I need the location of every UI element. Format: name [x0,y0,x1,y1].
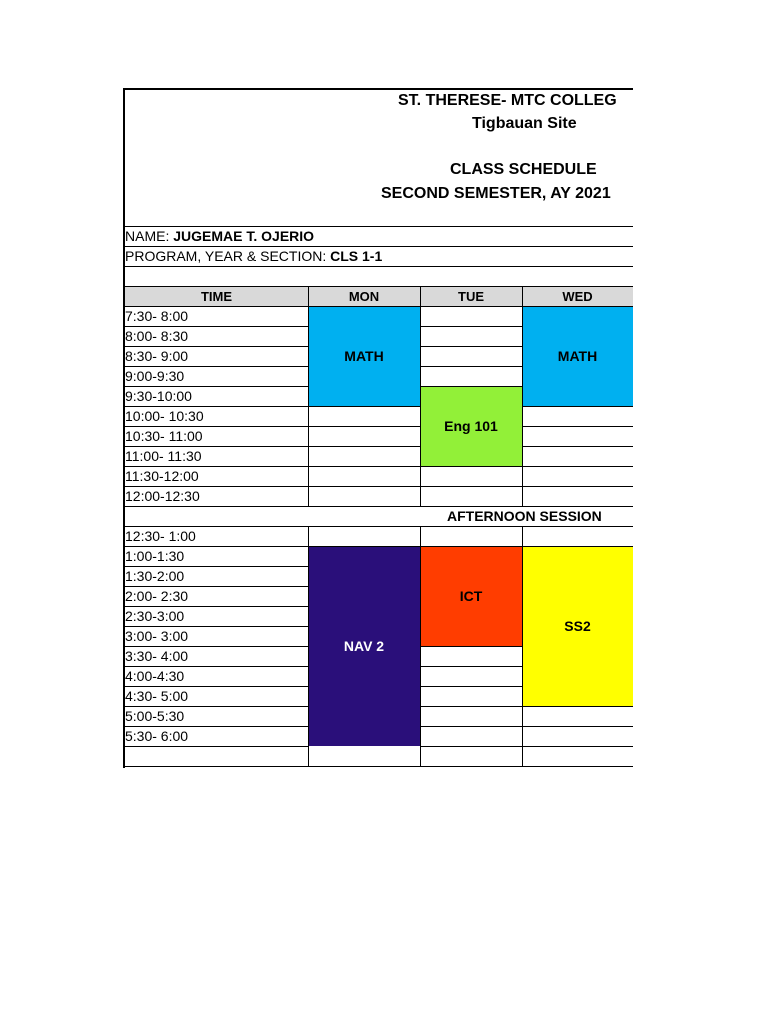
time-slot: 1:30-2:00 [125,568,185,584]
grid-hline [420,666,522,667]
grid-hline [420,726,522,727]
grid-hline [123,746,308,747]
grid-hline [522,706,633,707]
time-slot: 3:30- 4:00 [125,648,189,664]
grid-vline [522,526,523,767]
grid-hline [420,686,522,687]
grid-hline [123,526,633,527]
col-header-time: TIME [200,289,233,304]
mon-nav-block: NAV 2 [308,546,420,746]
time-slot: 7:30- 8:00 [125,308,189,324]
grid-hline [522,486,633,487]
wed-math-block: MATH [522,306,633,406]
grid-vline [420,286,421,506]
grid-hline [420,346,522,347]
col-header-tue: TUE [458,289,484,304]
grid-hline [522,726,633,727]
program-label: PROGRAM, YEAR & SECTION: [125,248,327,264]
tue-ict-block: ICT [420,546,522,646]
grid-hline [522,426,633,427]
program-row [125,246,382,266]
grid-hline [522,446,633,447]
time-slot: 9:30-10:00 [125,388,192,404]
grid-hline [420,466,522,467]
tue-eng-block: Eng 101 [420,386,522,466]
grid-hline [420,506,522,507]
grid-vline [308,526,309,767]
time-slot: 4:30- 5:00 [125,688,189,704]
grid-hline [123,306,633,307]
name-label: NAME: [125,228,170,244]
school-name: ST. THERESE- MTC COLLEG [398,92,617,109]
time-slot: 4:00-4:30 [125,668,185,684]
grid-hline [308,406,420,407]
schedule-title: CLASS SCHEDULE [450,161,597,178]
grid-hline [420,706,522,707]
student-name: JUGEMAE T. OJERIO [173,228,315,244]
grid-hline [522,506,633,507]
program-value: CLS 1-1 [330,248,383,264]
grid-hline [420,326,522,327]
time-slot: 1:00-1:30 [125,548,185,564]
grid-hline [420,366,522,367]
time-slot: 8:30- 9:00 [125,348,189,364]
time-slot: 11:00- 11:30 [125,448,202,464]
time-slot: 12:30- 1:00 [125,528,196,544]
info-bot-line [123,266,633,267]
time-slot: 5:30- 6:00 [125,728,189,744]
time-slot: 10:00- 10:30 [125,408,204,424]
grid-hline [308,506,420,507]
grid-hline [420,386,522,387]
grid-hline [308,446,420,447]
time-slot: 10:30- 11:00 [125,428,203,444]
afternoon-session-label: AFTERNOON SESSION [447,508,602,524]
grid-hline [522,746,633,747]
grid-hline [123,286,633,287]
col-header-mon: MON [348,289,380,304]
col-header-wed: WED [562,289,593,304]
grid-hline [522,406,633,407]
mon-math-block: MATH [308,306,420,406]
time-slot: 3:00- 3:00 [125,628,189,644]
time-slot: 8:00- 8:30 [125,328,189,344]
grid-hline [308,546,633,547]
grid-vline [308,286,309,506]
time-slot: 9:00-9:30 [125,368,185,384]
grid-hline [420,646,522,647]
grid-hline [123,506,308,507]
top-border [123,88,633,90]
site-name: Tigbauan Site [472,115,577,132]
time-slot: 12:00-12:30 [125,488,200,504]
time-slot: 2:30-3:00 [125,608,185,624]
grid-hline [308,426,420,427]
time-slot: 5:00-5:30 [125,708,185,724]
grid-hline [522,466,633,467]
grid-vline [420,526,421,767]
wed-ss2-block: SS2 [522,546,633,706]
student-name-row [125,226,314,246]
time-slot: 11:30-12:00 [125,468,199,484]
grid-hline [420,746,522,747]
grid-hline [420,486,522,487]
time-slot: 2:00- 2:30 [125,588,189,604]
grid-hline [308,486,420,487]
grid-vline [522,286,523,506]
grid-hline [123,766,633,767]
semester-title: SECOND SEMESTER, AY 2021 [381,185,611,202]
grid-hline [308,466,420,467]
